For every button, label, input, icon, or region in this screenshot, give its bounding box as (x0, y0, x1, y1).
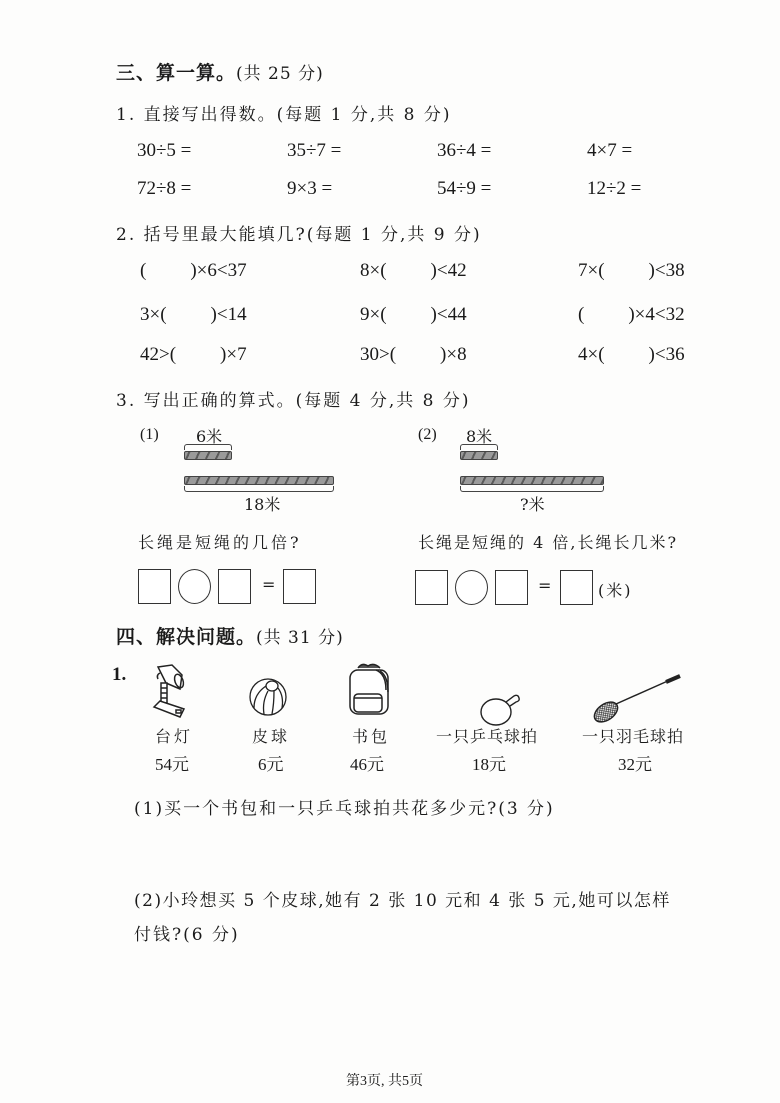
q1-title: 1. 直接写出得数。(每题 1 分,共 8 分) (116, 105, 452, 125)
answer-box-operand-1[interactable] (138, 569, 171, 604)
item-price: 18元 (472, 755, 506, 774)
calc-item: 72÷8 = (137, 178, 192, 199)
sub-question-1: (1)买一个书包和一只乒乓球拍共花多少元?(3 分) (134, 799, 555, 819)
item-name: 一只羽毛球拍 (582, 727, 685, 746)
section-4-title: 四、解决问题。 (116, 626, 257, 648)
sub-question-2-line-1: (2)小玲想买 5 个皮球,她有 2 张 10 元和 4 张 5 元,她可以怎样 (134, 891, 671, 911)
item-name: 台灯 (155, 727, 194, 746)
q2-title: 2. 括号里最大能填几?(每题 1 分,共 9 分) (116, 225, 482, 245)
answer-box-operand-1[interactable] (415, 570, 448, 605)
desk-lamp-icon (150, 663, 200, 719)
q3-title: 3. 写出正确的算式。(每题 4 分,共 8 分) (116, 391, 471, 411)
calc-item: 9×3 = (287, 178, 333, 199)
section-4-heading (116, 622, 344, 649)
short-rope-length: 6米 (196, 427, 223, 446)
calc-item: 12÷2 = (587, 178, 642, 199)
badminton-racket-icon (590, 674, 686, 724)
section-3-heading (116, 58, 324, 85)
ball-icon (248, 676, 288, 718)
part-1-label: (1) (140, 426, 159, 443)
calc-item: 4×7 = (587, 140, 633, 161)
equals-sign: = (262, 575, 276, 594)
equals-sign: = (538, 576, 552, 595)
fill-item: ( )×4<32 (578, 304, 685, 325)
item-price: 6元 (258, 755, 284, 774)
short-rope (184, 451, 232, 460)
unit-label: (米) (598, 581, 633, 600)
item-price: 32元 (618, 755, 652, 774)
item-name: 书包 (352, 727, 391, 746)
part-2-question: 长绳是短绳的 4 倍,长绳长几米? (418, 533, 679, 552)
answer-box-result[interactable] (560, 570, 593, 605)
calc-item: 30÷5 = (137, 140, 192, 161)
calc-item: 35÷7 = (287, 140, 342, 161)
part-1-question: 长绳是短绳的几倍? (138, 533, 302, 552)
item-price: 46元 (350, 755, 384, 774)
item-name: 一只乒乓球拍 (436, 727, 539, 746)
answer-circle-operator[interactable] (455, 570, 488, 605)
fill-item: 4×( )<36 (578, 344, 685, 365)
long-rope-length: 18米 (244, 495, 281, 514)
sub-question-2-line-2: 付钱?(6 分) (134, 925, 240, 945)
fill-item: 3×( )<14 (140, 304, 247, 325)
calc-item: 54÷9 = (437, 178, 492, 199)
part-2-label: (2) (418, 426, 437, 443)
short-rope (460, 451, 498, 460)
long-rope (460, 476, 604, 485)
short-rope-brace (460, 444, 498, 450)
fill-item: 42>( )×7 (140, 344, 247, 365)
section-3-title: 三、算一算。 (116, 62, 237, 84)
long-rope (184, 476, 334, 485)
section-3-score: (共 25 分) (236, 64, 324, 84)
ping-pong-paddle-icon (478, 690, 530, 728)
answer-circle-operator[interactable] (178, 569, 211, 604)
fill-item: 9×( )<44 (360, 304, 467, 325)
fill-item: 8×( )<42 (360, 260, 467, 281)
long-rope-length: ?米 (520, 495, 545, 514)
short-rope-brace (184, 444, 232, 450)
short-rope-length: 8米 (466, 427, 493, 446)
section-4-score: (共 31 分) (256, 628, 344, 648)
answer-box-result[interactable] (283, 569, 316, 604)
problem-1-number: 1. (112, 664, 127, 685)
fill-item: 30>( )×8 (360, 344, 467, 365)
answer-box-operand-2[interactable] (218, 569, 251, 604)
calc-item: 36÷4 = (437, 140, 492, 161)
fill-item: ( )×6<37 (140, 260, 247, 281)
item-name: 皮球 (252, 727, 291, 746)
backpack-icon (346, 660, 392, 718)
item-price: 54元 (155, 755, 189, 774)
page-number: 第3页, 共5页 (346, 1074, 423, 1089)
fill-item: 7×( )<38 (578, 260, 685, 281)
answer-box-operand-2[interactable] (495, 570, 528, 605)
